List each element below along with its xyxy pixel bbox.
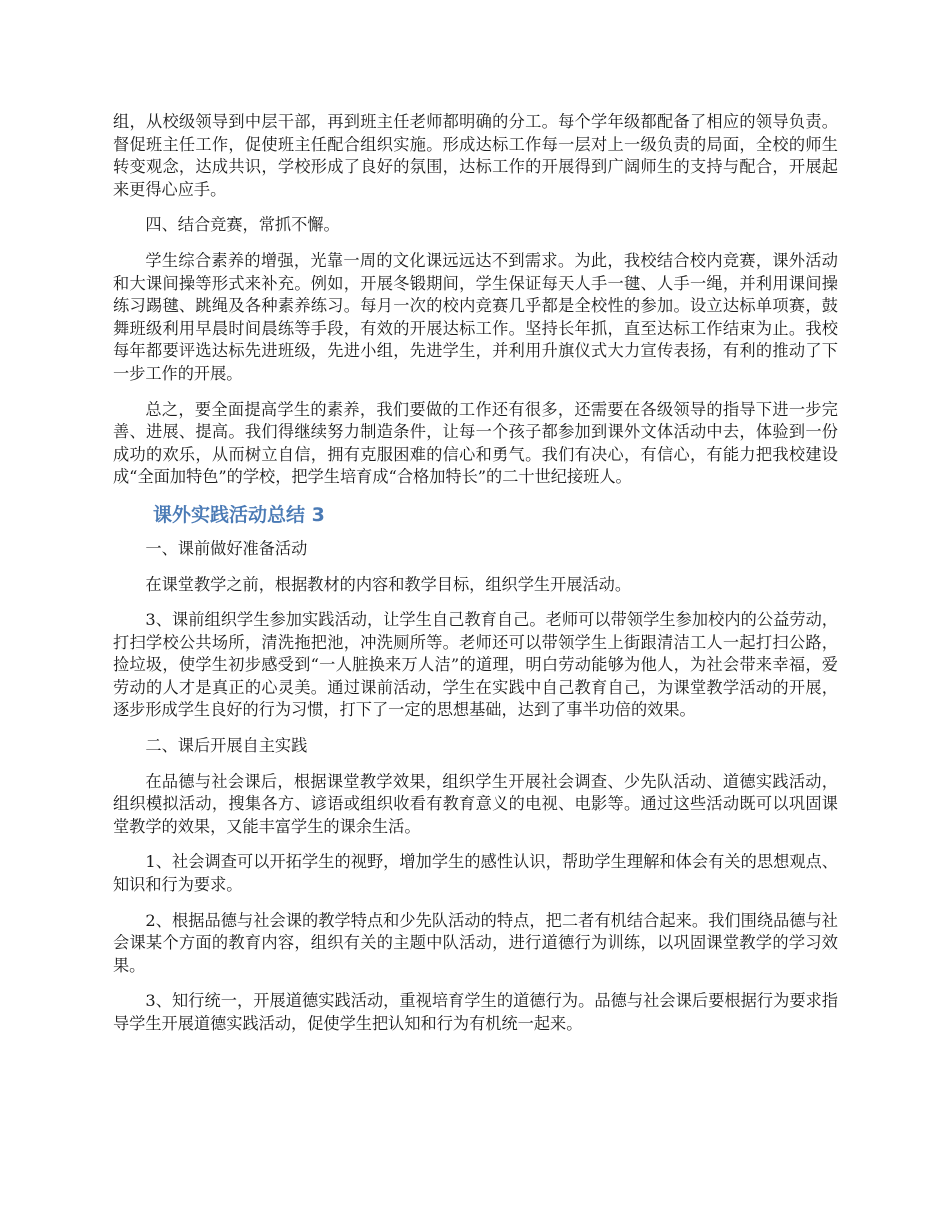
paragraph: 3、课前组织学生参加实践活动，让学生自己教育自己。老师可以带领学生参加校内的公益劳动，打扫学校公共场所，清洗拖把池，冲洗厕所等。老师还可以带领学生上街跟清洁工人一起打扫公路，捡垃圾，使学生初步感受到“一人脏换来万人洁”的道理，明白劳动能够为他人，为社会带来幸福，爱劳动的人才是真正的心灵美。通过课前活动，学生在实践中自己教育自己，为课堂教学活动的开展，逐步形成学生良好的行为习惯，打下了一定的思想基础，达到了事半功倍的效果。	[113, 610, 838, 720]
paragraph: 在品德与社会课后，根据课堂教学效果，组织学生开展社会调查、少先队活动、道德实践活动，组织模拟活动，搜集各方、谚语或组织收看有教育意义的电视、电影等。通过这些活动既可以巩固课堂教学的效果，又能丰富学生的课余生活。	[113, 771, 838, 836]
document-body	[113, 111, 838, 1049]
paragraph: 组，从校级领导到中层干部，再到班主任老师都明确的分工。每个学年级都配备了相应的领导负责。督促班主任工作，促使班主任配合组织实施。形成达标工作每一层对上一级负责的局面，全校的师生转变观念，达成共识，学校形成了良好的氛围，达标工作的开展得到广阔师生的支持与配合，开展起来更得心应手。	[113, 112, 838, 199]
section-title-one: 一、课前做好准备活动	[145, 538, 308, 558]
section-title-two: 二、课后开展自主实践	[145, 736, 308, 756]
paragraph: 1、社会调查可以开拓学生的视野，增加学生的感性认识，帮助学生理解和体会有关的思想观点、知识和行为要求。	[113, 852, 838, 895]
paragraph: 总之，要全面提高学生的素养，我们要做的工作还有很多，还需要在各级领导的指导下进一步完善、进展、提高。我们得继续努力制造条件，让每一个孩子都参加到课外文体活动中去，体验到一份成功的欢乐，从而树立自信，拥有克服困难的信心和勇气。我们有决心，有信心，有能力把我校建设成“全面加特色”的学校，把学生培育成“合格加特长”的二十世纪接班人。	[113, 399, 838, 487]
paragraph: 学生综合素养的增强，光靠一周的文化课远远达不到需求。为此，我校结合校内竞赛，课外活动和大课间操等形式来补充。例如，开展冬锻期间，学生保证每天人手一毽、人手一绳，并利用课间操练习踢毽、跳绳及各种素养练习。每月一次的校内竞赛几乎都是全校性的参加。设立达标单项赛，鼓舞班级利用早晨时间晨练等手段，有效的开展达标工作。坚持长年抓，直至达标工作结束为止。我校每年都要评选达标先进班级，先进小组，先进学生，并利用升旗仪式大力宣传表扬，有利的推动了下一步工作的开展。	[113, 250, 838, 383]
paragraph: 3、知行统一，开展道德实践活动，重视培育学生的道德行为。品德与社会课后要根据行为要求指导学生开展道德实践活动，促使学生把认知和行为有机统一起来。	[113, 991, 838, 1033]
top-section	[113, 111, 838, 489]
paragraph: 在课堂教学之前，根据教材的内容和教学目标，组织学生开展活动。	[145, 574, 632, 594]
section-title-four: 四、结合竞赛，常抓不懈。	[145, 215, 340, 235]
section-heading: 课外实践活动总结 3	[153, 503, 325, 526]
paragraph: 2、根据品德与社会课的教学特点和少先队活动的特点，把二者有机结合起来。我们围绕品德与社会课某个方面的教育内容，组织有关的主题中队活动，进行道德行为训练，以巩固课堂教学的学习效果。	[113, 910, 838, 975]
bottom-section	[113, 538, 838, 1036]
